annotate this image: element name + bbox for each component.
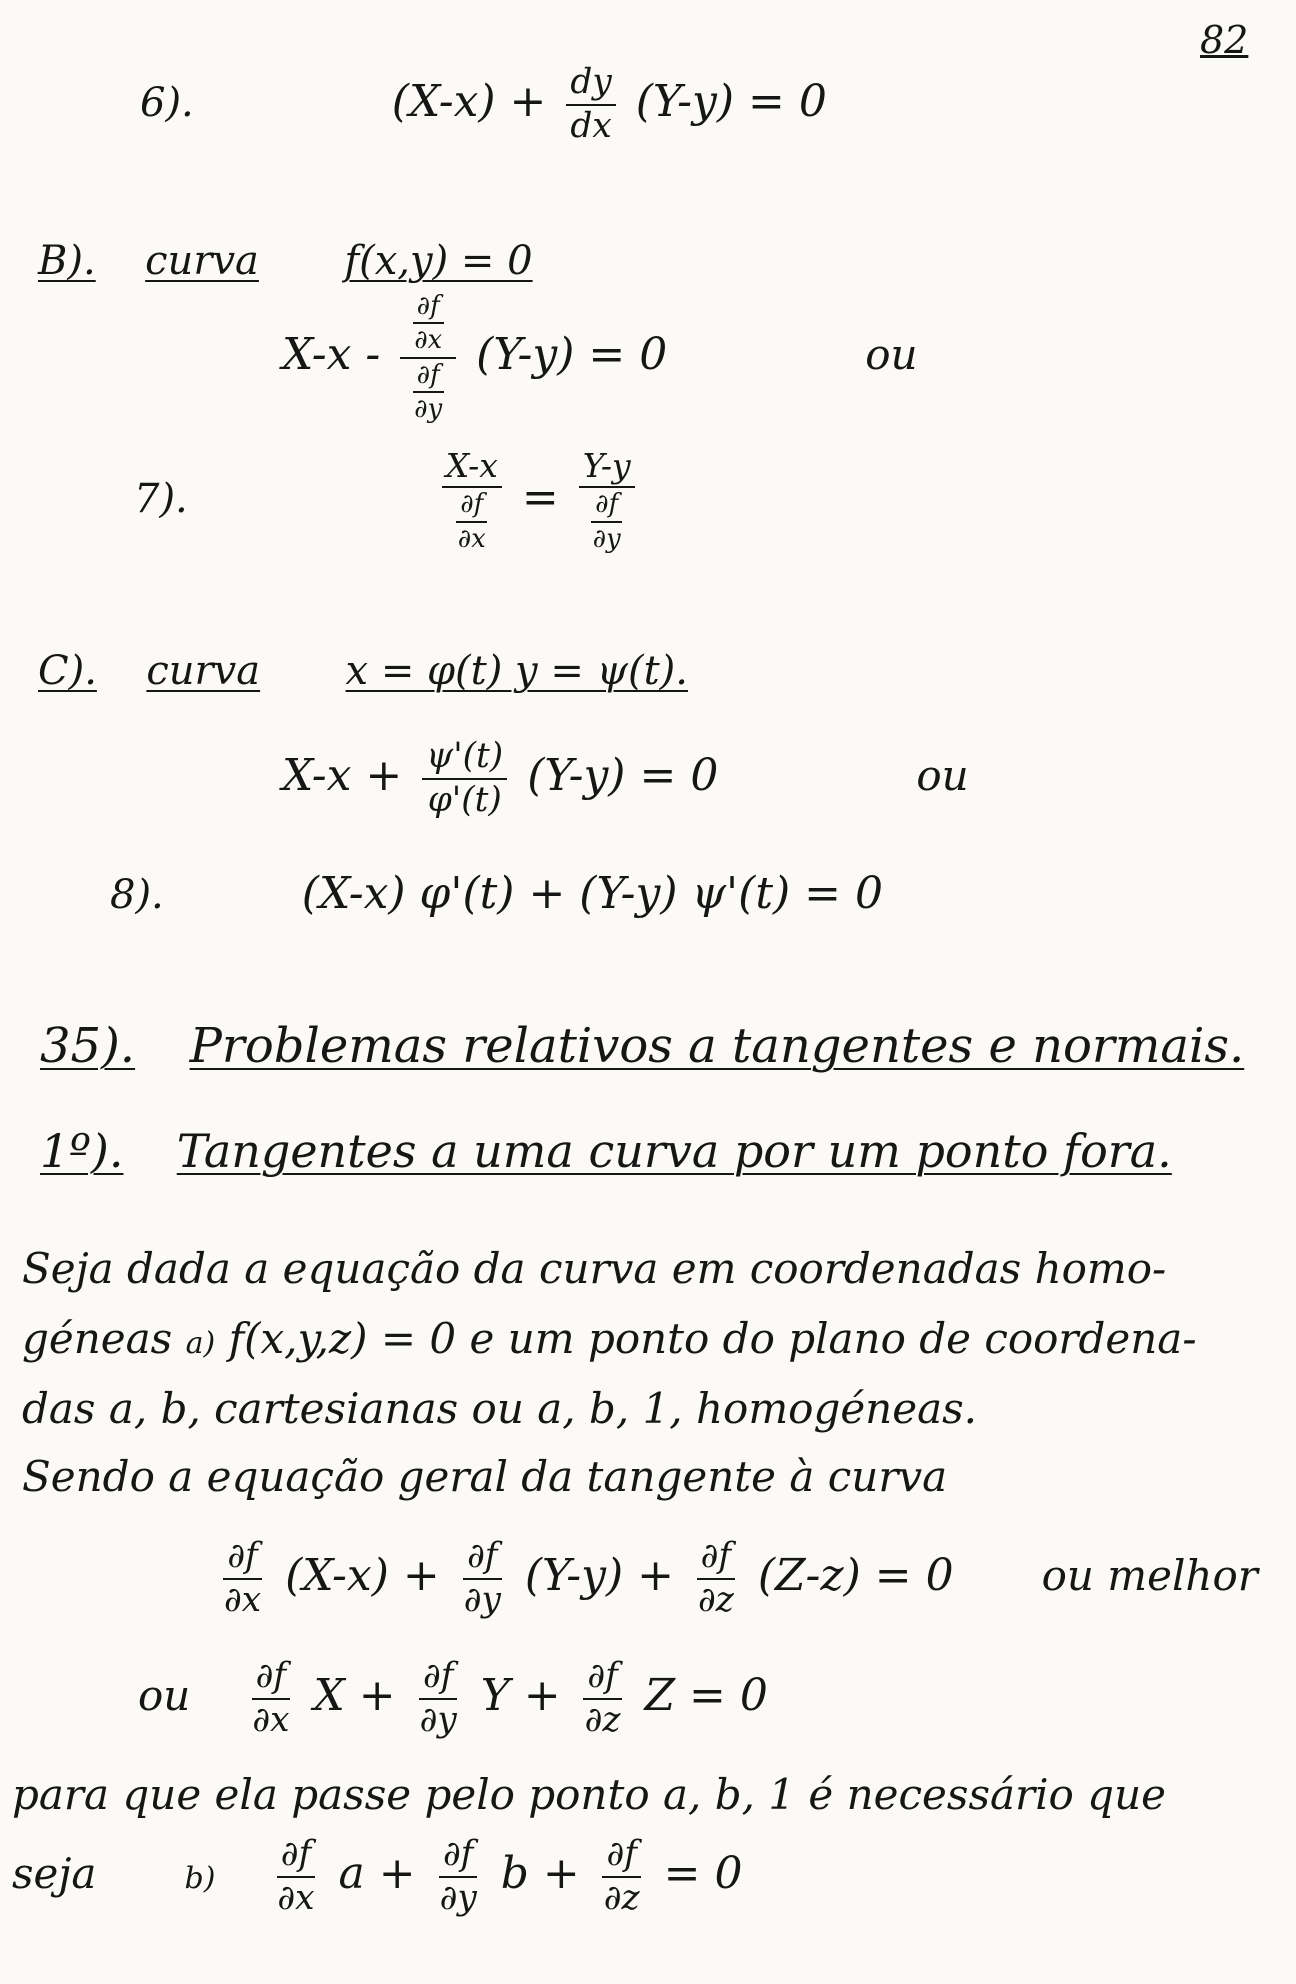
- condition-equation: seja b) $\frac{\partial f}{\partial x}$ a + $\frac{\partial f}{\partial y}$ b + $\frac{\partial f}{\partial z}$ = 0: [12, 1834, 743, 1918]
- section-c-label: C).: [38, 648, 97, 694]
- section-35-label: 35).: [40, 1018, 136, 1074]
- section-b-title: curva: [145, 238, 259, 284]
- equation-6: [140, 64, 827, 145]
- section-b-label: B).: [38, 238, 96, 284]
- section-c-equation: x = φ(t) y = ψ(t).: [345, 648, 688, 694]
- or-better-text: ou melhor: [1041, 1551, 1258, 1601]
- subsection-1-label: 1º).: [40, 1124, 124, 1178]
- paragraph-line-3: das a, b, cartesianas ou a, b, 1, homogéneas.: [22, 1384, 978, 1433]
- section-c-formula: X-x + $\frac{\psi'(t)}{\varphi'(t)}$ (Y-y) = 0 ou: [282, 736, 969, 820]
- equation-7: 7). $\frac{X-x}{\frac{\partial f}{\partial x}}$ = $\frac{Y-y}{\frac{\partial f}{\partial y}}$: [134, 448, 641, 553]
- equation-tag-a: a): [185, 1326, 216, 1361]
- equation-tag-b: b): [184, 1861, 216, 1897]
- section-b-or: ou: [865, 330, 918, 380]
- subsection-1-title: Tangentes a uma curva por um ponto fora.: [176, 1124, 1172, 1178]
- section-c-or: ou: [916, 751, 969, 801]
- section-c-heading: [38, 648, 688, 694]
- tangent-general-equation: $\frac{\partial f}{\partial x}$ (X-x) + $\frac{\partial f}{\partial y}$ (Y-y) + $\frac{\partial f}{\partial z}$ (Z-z) = 0 ou melhor: [224, 1536, 1258, 1620]
- condition-line-1: para que ela passe pelo ponto a, b, 1 é necessário que: [12, 1770, 1166, 1819]
- tangent-simplified-equation: ou $\frac{\partial f}{\partial x}$ X + $\frac{\partial f}{\partial y}$ Y + $\frac{\partial f}{\partial z}$ Z = 0: [138, 1656, 768, 1740]
- section-b-compound-fraction: $\frac{\frac{\partial f}{\partial x}}{\frac{\partial f}{\partial y}}$: [400, 292, 456, 423]
- equation-8-expr: (X-x) φ'(t) + (Y-y) ψ'(t) = 0: [301, 868, 883, 919]
- section-b-formula: X-x - $\frac{\frac{\partial f}{\partial x}}{\frac{\partial f}{\partial y}}$ (Y-y) = 0 ou: [282, 291, 918, 424]
- section-35-heading: [40, 1018, 1244, 1074]
- paragraph-line-1: Seja dada a equação da curva em coordenadas homo-: [22, 1244, 1167, 1293]
- equation-6-label: 6).: [140, 80, 194, 127]
- page-number: 82: [1200, 18, 1249, 62]
- equation-6-lhs: (X-x) +: [391, 76, 547, 128]
- section-c-title: curva: [146, 648, 261, 694]
- subsection-1-heading: [40, 1124, 1172, 1178]
- equation-6-fraction: $\frac{dy}{dx}$: [566, 64, 615, 145]
- equation-8-label: 8).: [110, 872, 164, 918]
- paragraph-line-4: Sendo a equação geral da tangente à curva: [22, 1452, 948, 1501]
- equation-7-label: 7).: [134, 475, 188, 522]
- paragraph-line-2: géneas a) f(x,y,z) = 0 e um ponto do plano de coordena-: [22, 1314, 1197, 1363]
- equation-6-rhs: (Y-y) = 0: [635, 76, 827, 128]
- section-b-heading: [38, 238, 533, 284]
- section-35-title: Problemas relativos a tangentes e normais.: [189, 1018, 1245, 1074]
- equation-8: [110, 868, 883, 919]
- section-b-equation: f(x,y) = 0: [344, 238, 533, 284]
